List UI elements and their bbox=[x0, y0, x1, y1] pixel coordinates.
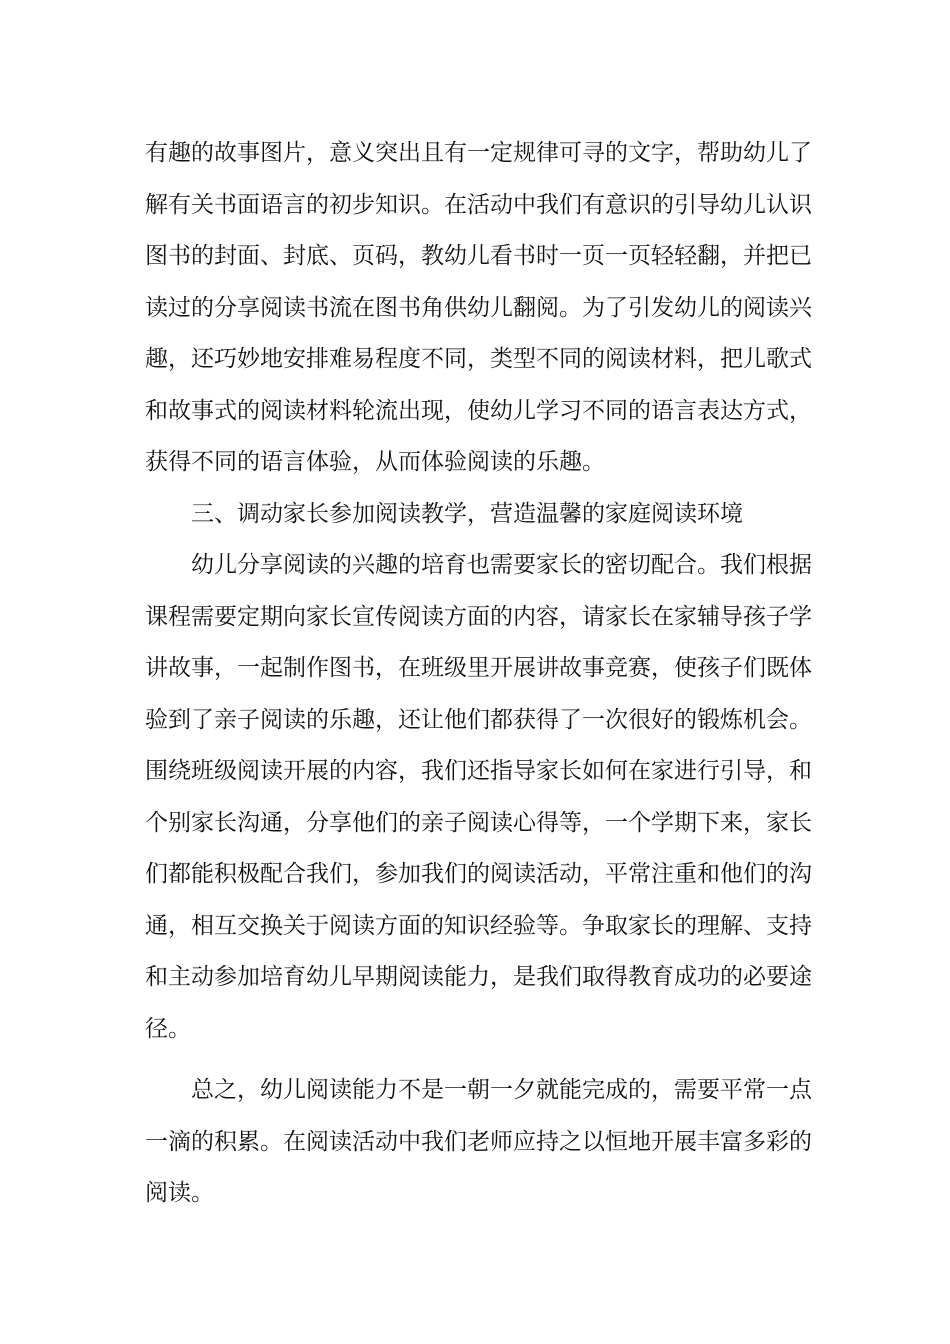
paragraph-parent-involvement bbox=[145, 542, 811, 1057]
paragraph-gap bbox=[145, 1057, 811, 1067]
text-line: 课程需要定期向家长宣传阅读方面的内容，请家长在家辅导孩子学 bbox=[145, 603, 812, 630]
text-line: 幼儿分享阅读的兴趣的培育也需要家长的密切配合。我们根据 bbox=[191, 552, 812, 578]
text-line: 通，相互交换关于阅读方面的知识经验等。争取家长的理解、支持 bbox=[145, 912, 812, 939]
text-line: 图书的封面、封底、页码，教幼儿看书时一页一页轻轻翻，并把已 bbox=[145, 243, 812, 269]
text-line: 径。 bbox=[145, 1015, 191, 1042]
paragraph-reading-materials bbox=[145, 130, 811, 491]
text-line: 解有关书面语言的初步知识。在活动中我们有意识的引导幼儿认识 bbox=[145, 191, 812, 218]
text-line: 围绕班级阅读开展的内容，我们还指导家长如何在家进行引导，和 bbox=[145, 758, 812, 784]
text-line: 获得不同的语言体验，从而体验阅读的乐趣。 bbox=[145, 449, 605, 475]
document-body bbox=[145, 130, 811, 1222]
heading-line: 三、调动家长参加阅读教学，营造温馨的家庭阅读环境 bbox=[191, 500, 743, 527]
text-line: 个别家长沟通，分享他们的亲子阅读心得等，一个学期下来，家长 bbox=[145, 809, 812, 836]
section-heading bbox=[145, 491, 811, 543]
text-line: 和故事式的阅读材料轮流出现，使幼儿学习不同的语言表达方式， bbox=[145, 397, 812, 424]
text-line: 阅读。 bbox=[145, 1180, 214, 1206]
text-line: 和主动参加培育幼儿早期阅读能力，是我们取得教育成功的必要途 bbox=[145, 964, 812, 990]
text-line: 验到了亲子阅读的乐趣，还让他们都获得了一次很好的锻炼机会。 bbox=[145, 706, 812, 733]
text-line: 有趣的故事图片，意义突出且有一定规律可寻的文字，帮助幼儿了 bbox=[145, 140, 812, 166]
text-line: 讲故事，一起制作图书，在班级里开展讲故事竞赛，使孩子们既体 bbox=[145, 655, 812, 681]
paragraph-conclusion bbox=[145, 1067, 811, 1222]
text-line: 一滴的积累。在阅读活动中我们老师应持之以恒地开展丰富多彩的 bbox=[145, 1128, 812, 1155]
text-line: 们都能积极配合我们，参加我们的阅读活动，平常注重和他们的沟 bbox=[145, 861, 812, 887]
text-line: 读过的分享阅读书流在图书角供幼儿翻阅。为了引发幼儿的阅读兴 bbox=[145, 294, 812, 321]
text-line: 总之，幼儿阅读能力不是一朝一夕就能完成的，需要平常一点 bbox=[191, 1077, 812, 1103]
text-line: 趣，还巧妙地安排难易程度不同，类型不同的阅读材料，把儿歌式 bbox=[145, 346, 812, 372]
